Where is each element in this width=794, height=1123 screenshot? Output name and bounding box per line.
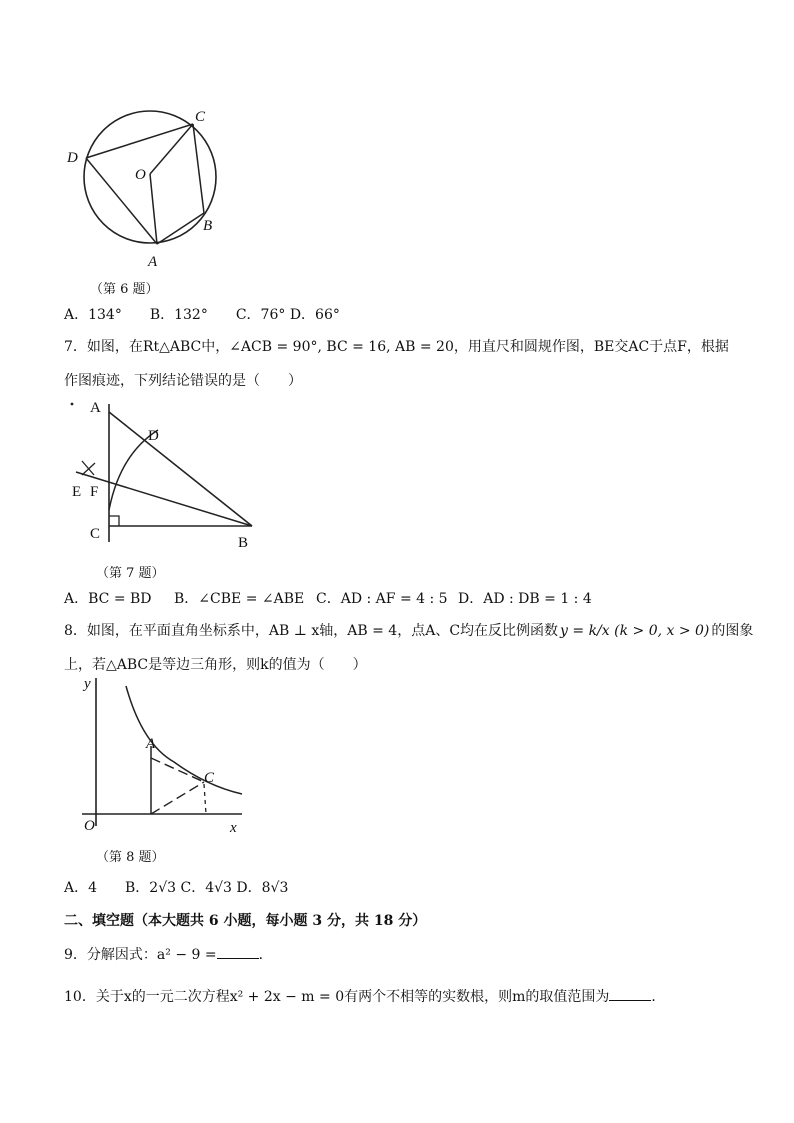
q10 <box>64 986 665 1006</box>
q8-label-a: A <box>146 736 156 752</box>
q6-label-o: O <box>135 167 146 183</box>
q6-label-c: C <box>195 109 206 125</box>
q7-option-a: A．BC = BD <box>64 591 152 607</box>
q8-label-c: C <box>204 770 215 786</box>
q7-label-f: F <box>90 484 99 500</box>
q7-option-b: B．∠CBE = ∠ABE <box>174 591 305 607</box>
q9 <box>64 944 273 964</box>
q8-label-o: O <box>84 818 95 834</box>
q6-figure <box>62 96 232 271</box>
q10-blank <box>609 988 651 1001</box>
q7-label-c: C <box>90 526 101 542</box>
q7-option-d: D．AD : DB = 1 : 4 <box>458 591 592 607</box>
q6-label-a: A <box>148 254 158 270</box>
q10-text: 10．关于x的一元二次方程x² + 2x − m = 0有两个不相等的实数根，则m的取值范围为 <box>64 989 610 1005</box>
q8-line1-text: 8．如图，在平面直角坐标系中，AB ⊥ x轴，AB = 4，点A、C均在反比例函数 <box>64 623 559 639</box>
q9-text: 9．分解因式：a² − 9 = <box>64 947 217 963</box>
q8-label-y: y <box>84 676 91 692</box>
q7-label-a: A <box>90 400 101 416</box>
q7-caption: （第 7 题） <box>96 566 165 581</box>
q6-options: A．134° B．132° C．76° D．66° <box>64 307 340 323</box>
q6-label-b: B <box>203 218 213 234</box>
q10-end: ． <box>651 989 666 1005</box>
q7-label-d: D <box>148 428 159 444</box>
q8-line1 <box>64 620 753 640</box>
section2-title: 二、填空题（本大题共 6 小题，每小题 3 分，共 18 分） <box>64 913 427 929</box>
q8-options: A．4 B．2√3 C．4√3 D．8√3 <box>64 880 289 896</box>
q8-line1-tail: 的图象 <box>711 623 754 639</box>
q7-label-e: E <box>72 484 82 500</box>
q8-label-x: x <box>230 820 237 836</box>
q7-line1: 7．如图，在Rt△ABC中，∠ACB = 90°, BC = 16, AB = 20，用直尺和圆规作图，BE交AC于点F，根据 <box>64 339 729 355</box>
q7-figure <box>62 392 262 552</box>
q8-figure <box>62 674 252 838</box>
q6-label-d: D <box>67 150 78 166</box>
q9-end: ． <box>258 947 273 963</box>
q8-line2: 上，若△ABC是等边三角形，则k的值为（ ） <box>64 657 367 673</box>
q8-caption: （第 8 题） <box>96 850 165 865</box>
q7-line2: 作图痕迹，下列结论错误的是（ ） <box>64 373 302 389</box>
q6-caption: （第 6 题） <box>90 282 159 297</box>
q7-option-c: C．AD : AF = 4 : 5 <box>316 591 448 607</box>
q9-blank <box>217 946 259 959</box>
q8-function: y = k/x (k > 0, x > 0) <box>560 623 710 639</box>
q7-label-b: B <box>238 535 249 551</box>
